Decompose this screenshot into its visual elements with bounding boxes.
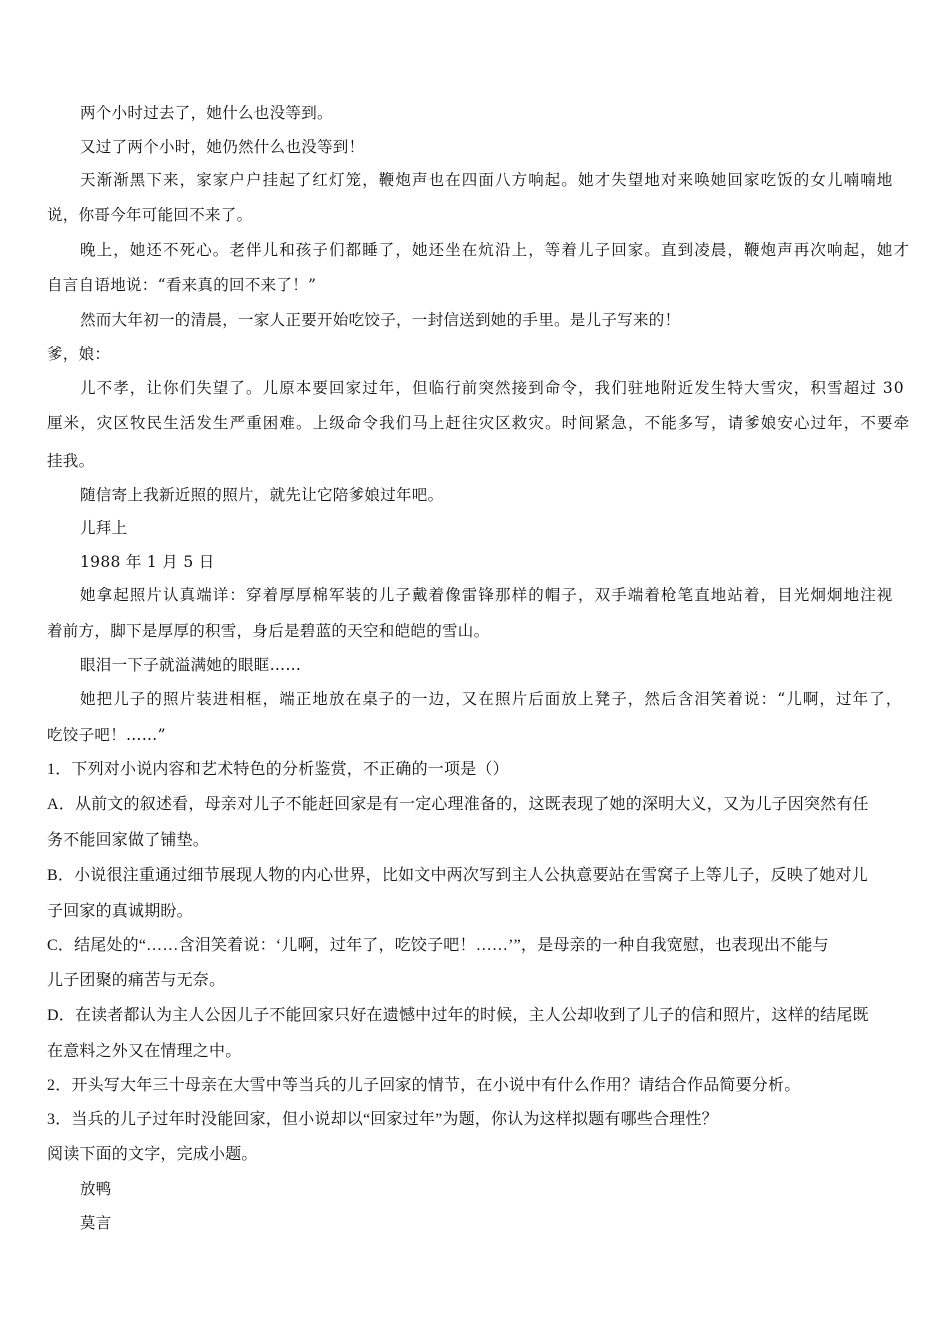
story-paragraph: 两个小时过去了，她什么也没等到。 xyxy=(80,104,333,122)
story-paragraph: 她拿起照片认真端详：穿着厚厚棉军装的儿子戴着像雷锋那样的帽子，双手端着枪笔直地站着，目光炯炯地注视 xyxy=(80,586,894,604)
reading-author: 莫言 xyxy=(80,1214,112,1232)
story-paragraph: 天渐渐黑下来，家家户户挂起了红灯笼，鞭炮声也在四面八方响起。她才失望地对来唤她回家吃饭的女儿喃喃地 xyxy=(80,171,894,189)
letter-paragraph: 儿不孝，让你们失望了。儿原本要回家过年，但临行前突然接到命令，我们驻地附近发生特大雪灾，积雪超过 30 xyxy=(80,379,905,397)
story-paragraph-cont: 着前方，脚下是厚厚的积雪，身后是碧蓝的天空和皑皑的雪山。 xyxy=(47,622,490,640)
letter-paragraph: 随信寄上我新近照的照片，就先让它陪爹娘过年吧。 xyxy=(80,486,444,504)
question-2: 2．开头写大年三十母亲在大雪中等当兵的儿子回家的情节，在小说中有什么作用？请结合作品简要分析。 xyxy=(47,1077,801,1094)
option-c: C．结尾处的“……含泪笑着说：‘儿啊，过年了，吃饺子吧！……’”，是母亲的一种自我宽慰，也表现出不能与 xyxy=(47,937,829,954)
question-1: 1．下列对小说内容和艺术特色的分析鉴赏，不正确的一项是（） xyxy=(47,761,509,778)
story-paragraph-cont: 说，你哥今年可能回不来了。 xyxy=(47,206,253,224)
option-d-cont: 在意料之外又在情理之中。 xyxy=(47,1043,242,1060)
story-paragraph: 晚上，她还不死心。老伴儿和孩子们都睡了，她还坐在炕沿上，等着儿子回家。直到凌晨，鞭炮声再次响起，她才 xyxy=(80,241,911,259)
option-b-cont: 子回家的真诚期盼。 xyxy=(47,903,193,920)
story-paragraph-cont: 吃饺子吧！……” xyxy=(47,726,166,744)
letter-date: 1988 年 1 月 5 日 xyxy=(80,553,215,571)
option-d: D．在读者都认为主人公因儿子不能回家只好在遗憾中过年的时候，主人公却收到了儿子的信和照片，这样的结尾既 xyxy=(47,1007,869,1024)
story-paragraph: 又过了两个小时，她仍然什么也没等到！ xyxy=(80,138,365,156)
letter-paragraph-cont: 厘米，灾区牧民生活发生严重困难。上级命令我们马上赶往灾区救灾。时间紧急，不能多写，请爹娘安心过年，不要牵 xyxy=(47,414,911,432)
question-3: 3．当兵的儿子过年时没能回家，但小说却以“回家过年”为题，你认为这样拟题有哪些合理性？ xyxy=(47,1111,718,1128)
reading-title: 放鸭 xyxy=(80,1180,112,1198)
option-b: B．小说很注重通过细节展现人物的内心世界，比如文中两次写到主人公执意要站在雪窝子上等儿子，反映了她对儿 xyxy=(47,867,868,884)
story-paragraph: 她把儿子的照片装进相框，端正地放在桌子的一边，又在照片后面放上凳子，然后含泪笑着说：“儿啊，过年了， xyxy=(80,690,903,708)
option-c-cont: 儿子团聚的痛苦与无奈。 xyxy=(47,972,226,989)
option-a: A．从前文的叙述看，母亲对儿子不能赶回家是有一定心理准备的，这既表现了她的深明大义，又为儿子因突然有任 xyxy=(47,796,869,813)
story-paragraph: 眼泪一下子就溢满她的眼眶…… xyxy=(80,656,302,674)
story-paragraph: 然而大年初一的清晨，一家人正要开始吃饺子，一封信送到她的手里。是儿子写来的！ xyxy=(80,311,681,329)
story-paragraph-cont: 自言自语地说：“看来真的回不来了！” xyxy=(47,276,317,294)
letter-salutation: 爹，娘： xyxy=(47,345,111,363)
letter-signature: 儿拜上 xyxy=(80,519,128,537)
reading-instruction: 阅读下面的文字，完成小题。 xyxy=(47,1146,258,1163)
letter-paragraph-cont: 挂我。 xyxy=(47,452,95,470)
option-a-cont: 务不能回家做了铺垫。 xyxy=(47,832,210,849)
